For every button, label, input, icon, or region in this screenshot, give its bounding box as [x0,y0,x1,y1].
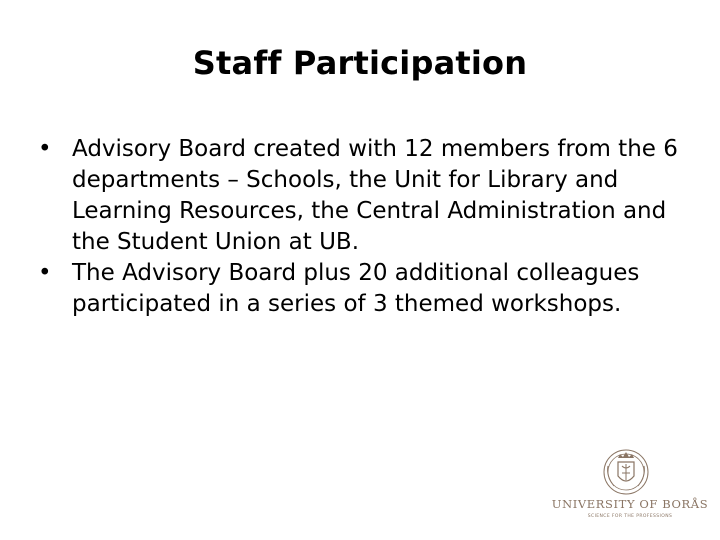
bullet-text: Advisory Board created with 12 members from the 6 departments – Schools, the Unit for Library and Learning Resources, the Central Administration and the Student Union at UB. [72,136,678,255]
university-logo-graphic [551,446,709,524]
university-name: UNIVERSITY OF BORÅS [551,497,709,511]
university-seal-icon [604,450,648,494]
slide-title: Staff Participation [192,44,528,82]
bullet-icon: • [38,260,52,286]
bullet-list [34,134,694,320]
bullet-item [34,134,694,258]
bullet-icon: • [38,136,52,162]
university-tagline: SCIENCE FOR THE PROFESSIONS [587,514,673,519]
bullet-item [34,258,694,320]
bullet-text: The Advisory Board plus 20 additional colleagues participated in a series of 3 themed workshops. [72,260,640,317]
university-logo [551,446,709,524]
